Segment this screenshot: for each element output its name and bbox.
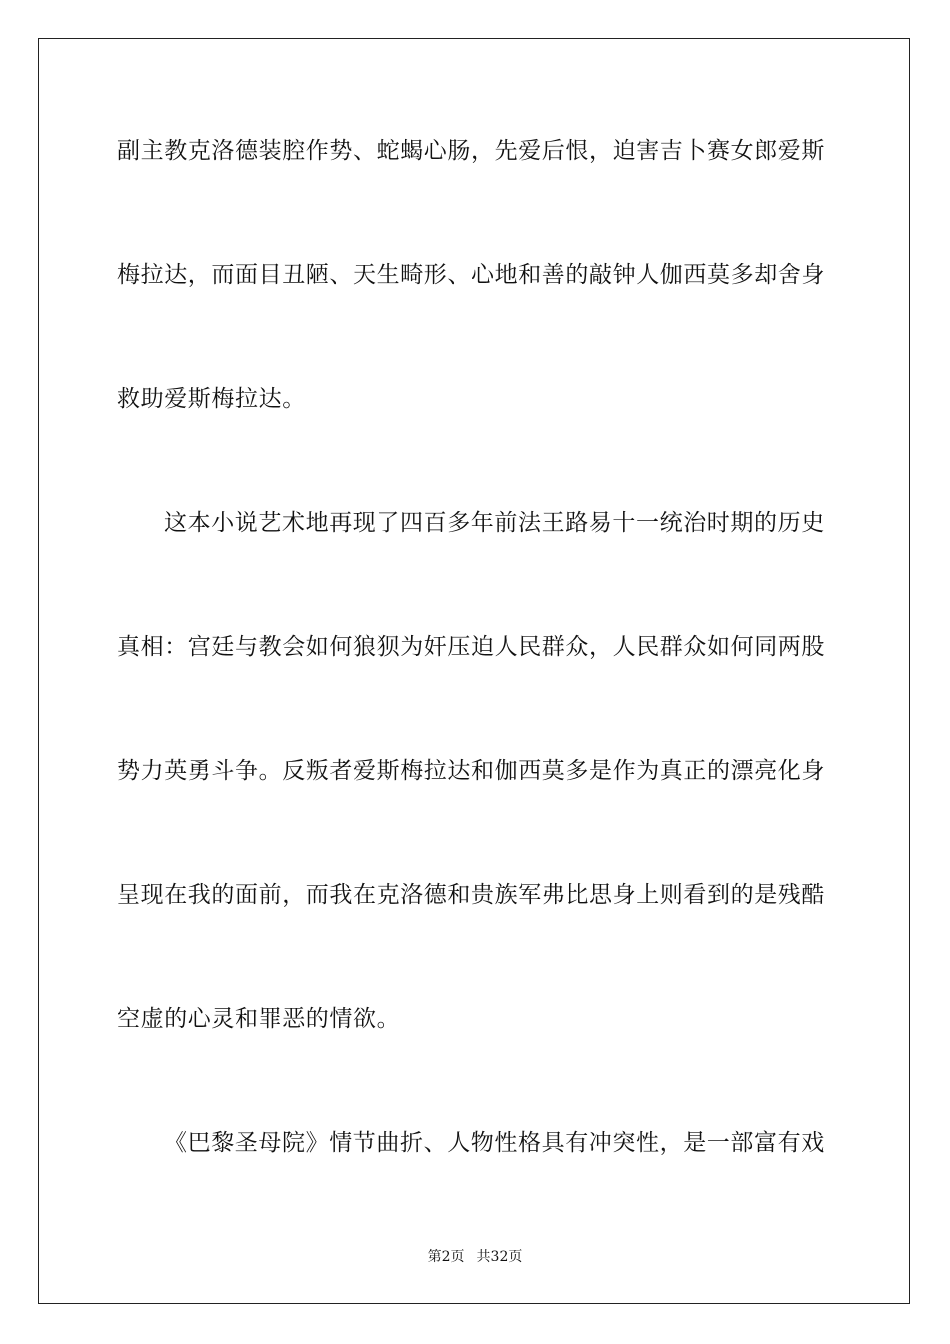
text-line: 真相：宫廷与教会如何狼狈为奸压迫人民群众，人民群众如何同两股 (117, 634, 825, 660)
page-number: 第2页 (427, 1249, 465, 1265)
page-total: 共32页 (476, 1249, 523, 1265)
text-line: 势力英勇斗争。反叛者爱斯梅拉达和伽西莫多是作为真正的漂亮化身 (117, 758, 825, 784)
paragraph-start-line: 这本小说艺术地再现了四百多年前法王路易十一统治时期的历史 (164, 510, 825, 536)
text-line: 救助爱斯梅拉达。 (117, 386, 306, 412)
page-footer (0, 1247, 950, 1267)
text-line: 副主教克洛德装腔作势、蛇蝎心肠，先爱后恨，迫害吉卜赛女郎爱斯 (117, 138, 825, 164)
text-line: 空虚的心灵和罪恶的情欲。 (117, 1006, 401, 1032)
paragraph-start-line: 《巴黎圣母院》情节曲折、人物性格具有冲突性，是一部富有戏 (164, 1130, 825, 1156)
text-line: 呈现在我的面前，而我在克洛德和贵族军弗比思身上则看到的是残酷 (117, 882, 825, 908)
page-border (38, 38, 910, 1304)
text-line: 梅拉达，而面目丑陋、天生畸形、心地和善的敲钟人伽西莫多却舍身 (117, 262, 825, 288)
